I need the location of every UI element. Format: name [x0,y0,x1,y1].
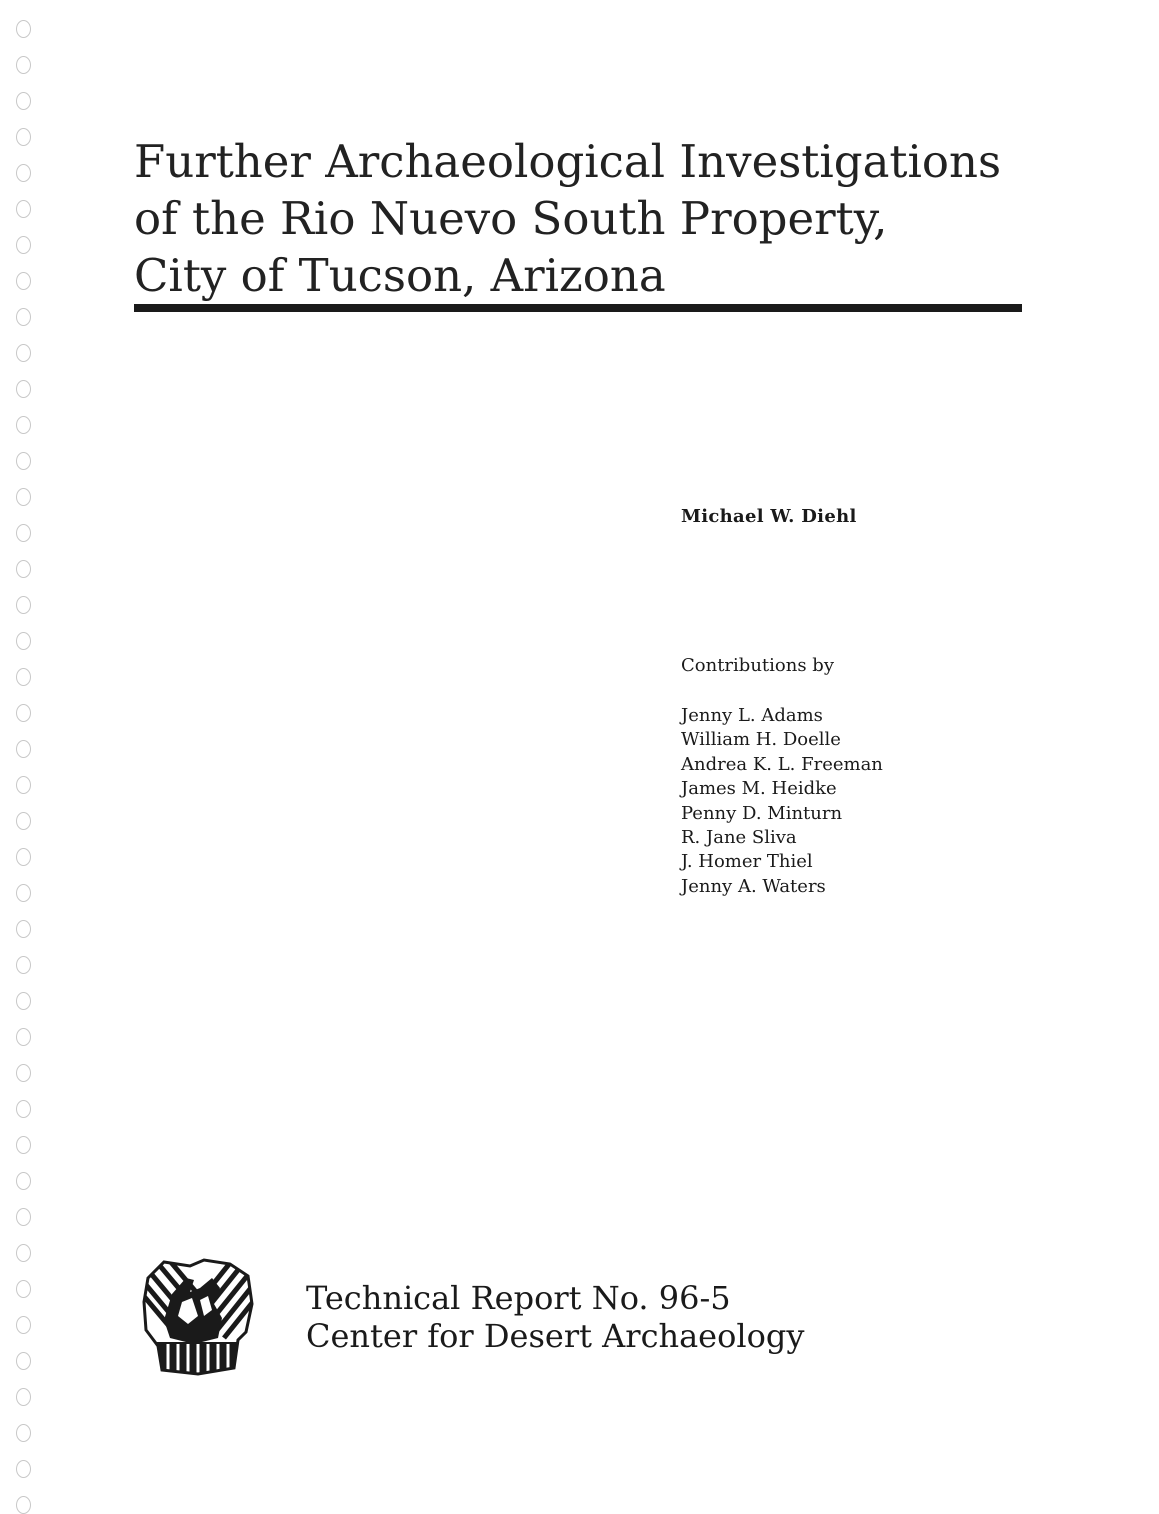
contributor-item: James M. Heidke [681,778,837,800]
contributor-item: Andrea K. L. Freeman [681,753,883,775]
title-line-2: of the Rio Nuevo South Property, [134,192,888,245]
contributions-heading: Contributions by [681,655,834,676]
title-rule-divider [134,304,1022,312]
author-name: Michael W. Diehl [681,506,857,527]
contributor-item: Jenny L. Adams [681,705,823,726]
report-info [306,1279,804,1355]
center-for-desert-archaeology-logo-icon [142,1258,254,1376]
title-line-3: City of Tucson, Arizona [134,249,666,302]
contributor-item: J. Homer Thiel [681,851,813,873]
report-title [134,133,1034,304]
spiral-binding-holes [10,20,34,1490]
contributors-list [681,704,883,899]
contributor-item: Penny D. Minturn [681,802,843,824]
report-number: Technical Report No. 96-5 [306,1279,731,1317]
contributor-item: R. Jane Sliva [681,827,797,849]
contributor-item: Jenny A. Waters [681,875,826,897]
title-line-1: Further Archaeological Investigations [134,135,1002,188]
contributor-item: William H. Doelle [681,729,841,751]
publisher-name: Center for Desert Archaeology [306,1317,805,1355]
